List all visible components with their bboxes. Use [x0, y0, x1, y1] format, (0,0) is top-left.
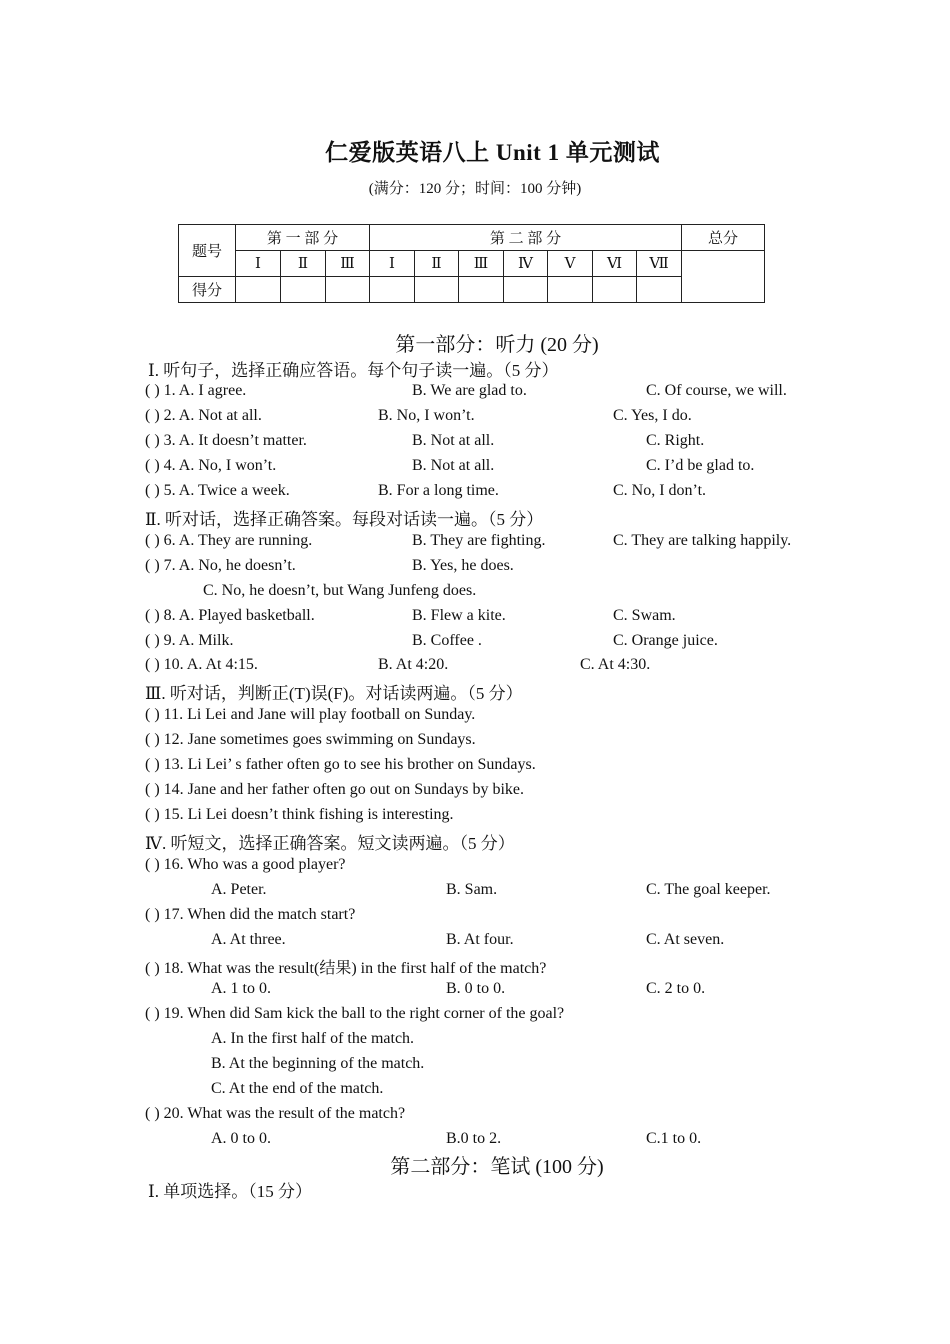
col-p2-3: Ⅲ	[459, 251, 504, 277]
question-stem: ( ) 12. Jane sometimes goes swimming on Sundays.	[145, 731, 476, 748]
option-c: C. 2 to 0.	[646, 980, 706, 997]
question-stem: ( ) 1. A. I agree.	[145, 382, 247, 399]
option-c: C. Swam.	[613, 607, 676, 624]
option-b: B.0 to 2.	[446, 1130, 502, 1147]
section-heading: Ⅱ. 听对话，选择正确答案。每段对话读一遍。（5 分）	[145, 510, 544, 529]
score-cell[interactable]	[593, 277, 637, 303]
section-heading: Ⅰ. 单项选择。（15 分）	[148, 1182, 312, 1201]
option-a: A. 1 to 0.	[211, 980, 271, 997]
score-cell[interactable]	[281, 277, 326, 303]
question-stem: ( ) 19. When did Sam kick the ball to the right corner of the goal?	[145, 1005, 565, 1022]
option-a: A. 0 to 0.	[211, 1130, 271, 1147]
part2-header: 第 二 部 分	[370, 225, 682, 251]
question-stem: ( ) 4. A. No, I won’t.	[145, 457, 277, 474]
defen-label: 得分	[179, 277, 236, 303]
col-p1-2: Ⅱ	[281, 251, 326, 277]
col-p2-7: Ⅶ	[637, 251, 682, 277]
option-b: B. Sam.	[446, 881, 498, 898]
option-b: B. We are glad to.	[412, 382, 527, 399]
score-cell[interactable]	[326, 277, 370, 303]
total-score-cell[interactable]	[682, 251, 765, 303]
question-stem: ( ) 17. When did the match start?	[145, 906, 356, 923]
option-b: B. For a long time.	[378, 482, 499, 499]
total-header: 总分	[682, 225, 765, 251]
question-stem: ( ) 9. A. Milk.	[145, 632, 234, 649]
score-cell[interactable]	[415, 277, 459, 303]
col-p2-6: Ⅵ	[593, 251, 637, 277]
question-stem: ( ) 16. Who was a good player?	[145, 856, 346, 873]
section-heading: Ⅳ. 听短文，选择正确答案。短文读两遍。（5 分）	[145, 834, 515, 853]
col-p2-1: Ⅰ	[370, 251, 415, 277]
tihao-label: 题号	[179, 225, 236, 277]
question-stem: ( ) 18. What was the result(结果) in the first half of the match?	[145, 960, 547, 977]
col-p1-3: Ⅲ	[326, 251, 370, 277]
question-stem: ( ) 10. A. At 4:15.	[145, 656, 258, 673]
question-stem: ( ) 8. A. Played basketball.	[145, 607, 315, 624]
question-stem: ( ) 20. What was the result of the match?	[145, 1105, 406, 1122]
option-b: B. No, I won’t.	[378, 407, 475, 424]
score-table	[178, 224, 765, 303]
part1-heading: 第一部分：听力 (20 分)	[395, 334, 599, 356]
col-p2-4: Ⅳ	[504, 251, 548, 277]
question-stem: ( ) 2. A. Not at all.	[145, 407, 262, 424]
col-p1-1: Ⅰ	[236, 251, 281, 277]
score-cell[interactable]	[637, 277, 682, 303]
option-c: C. At the end of the match.	[211, 1080, 384, 1097]
option-c: C. They are talking happily.	[613, 532, 792, 549]
section-heading: Ⅰ. 听句子，选择正确应答语。每个句子读一遍。（5 分）	[148, 361, 559, 380]
part1-header: 第 一 部 分	[236, 225, 370, 251]
question-stem: ( ) 6. A. They are running.	[145, 532, 313, 549]
score-cell[interactable]	[236, 277, 281, 303]
option-c: C. No, he doesn’t, but Wang Junfeng does.	[203, 582, 477, 599]
option-b: B. Flew a kite.	[412, 607, 506, 624]
option-a: A. Peter.	[211, 881, 267, 898]
option-c: C. At seven.	[646, 931, 725, 948]
option-c: C. The goal keeper.	[646, 881, 771, 898]
option-b: B. They are fighting.	[412, 532, 546, 549]
question-stem: ( ) 3. A. It doesn’t matter.	[145, 432, 307, 449]
option-c: C. Orange juice.	[613, 632, 718, 649]
score-cell[interactable]	[459, 277, 504, 303]
option-c: C. Right.	[646, 432, 705, 449]
option-b: B. Coffee .	[412, 632, 482, 649]
option-b: B. At four.	[446, 931, 514, 948]
option-c: C. I’d be glad to.	[646, 457, 755, 474]
part2-heading: 第二部分：笔试 (100 分)	[390, 1156, 604, 1178]
score-cell[interactable]	[548, 277, 593, 303]
question-stem: ( ) 5. A. Twice a week.	[145, 482, 290, 499]
col-p2-2: Ⅱ	[415, 251, 459, 277]
page-subtitle: (满分：120 分；时间：100 分钟)	[368, 181, 582, 197]
option-b: B. Not at all.	[412, 432, 495, 449]
question-stem: ( ) 14. Jane and her father often go out on Sundays by bike.	[145, 781, 525, 798]
question-stem: ( ) 11. Li Lei and Jane will play football on Sunday.	[145, 706, 476, 723]
option-b: B. Not at all.	[412, 457, 495, 474]
question-stem: ( ) 13. Li Lei’ s father often go to see his brother on Sundays.	[145, 756, 536, 773]
section-heading: Ⅲ. 听对话，判断正(T)误(F)。对话读两遍。（5 分）	[145, 684, 523, 703]
score-cell[interactable]	[504, 277, 548, 303]
option-b: B. Yes, he does.	[412, 557, 514, 574]
option-c: C. Yes, I do.	[613, 407, 692, 424]
option-a: A. In the first half of the match.	[211, 1030, 415, 1047]
col-p2-5: Ⅴ	[548, 251, 593, 277]
option-a: A. At three.	[211, 931, 286, 948]
question-stem: ( ) 7. A. No, he doesn’t.	[145, 557, 296, 574]
option-c: C. No, I don’t.	[613, 482, 707, 499]
option-c: C. At 4:30.	[580, 656, 651, 673]
option-b: B. 0 to 0.	[446, 980, 506, 997]
option-b: B. At the beginning of the match.	[211, 1055, 425, 1072]
score-cell[interactable]	[370, 277, 415, 303]
question-stem: ( ) 15. Li Lei doesn’t think fishing is interesting.	[145, 806, 454, 823]
option-b: B. At 4:20.	[378, 656, 449, 673]
page-title: 仁爱版英语八上 Unit 1 单元测试	[325, 140, 660, 165]
option-c: C.1 to 0.	[646, 1130, 702, 1147]
option-c: C. Of course, we will.	[646, 382, 787, 399]
